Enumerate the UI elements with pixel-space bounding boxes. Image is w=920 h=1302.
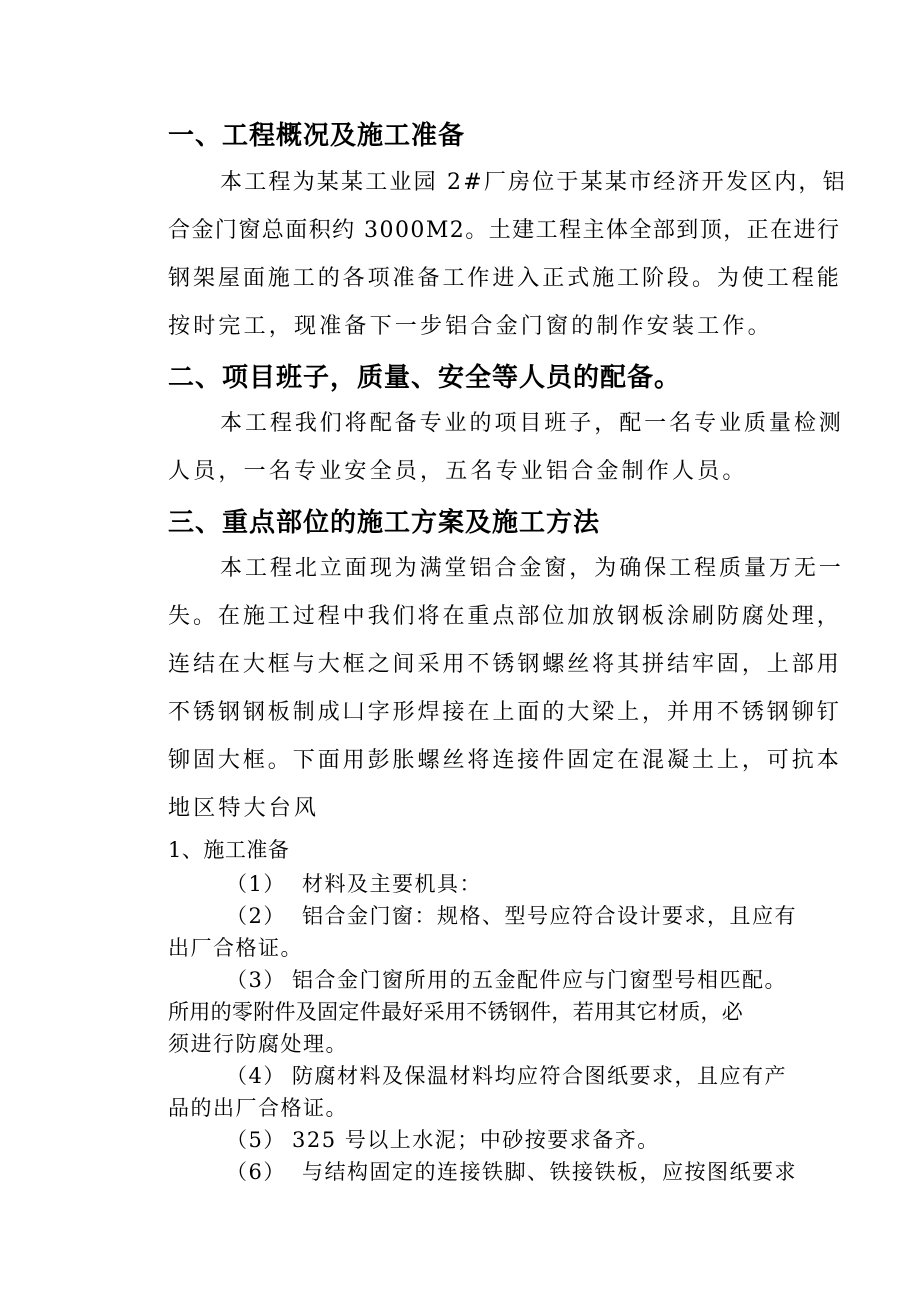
paragraph-line: 钢架屋面施工的各项准备工作进入正式施工阶段。为使工程能: [168, 266, 842, 291]
paragraph-line: 铆固大框。下面用彭胀螺丝将连接件固定在混凝土上，可抗本: [168, 748, 842, 773]
section-heading-1: 一、工程概况及施工准备: [168, 121, 466, 151]
item-number: （4）: [226, 1064, 286, 1088]
paragraph-line: 连结在大框与大框之间采用不锈钢螺丝将其拼结牢固，上部用: [168, 652, 842, 677]
paragraph-line: 合金门窗总面积约 3000M2。土建工程主体全部到顶，正在进行: [168, 218, 841, 243]
paragraph-line: 本工程北立面现为满堂铝合金窗，为确保工程质量万无一: [220, 556, 844, 581]
paragraph-line: 按时完工，现准备下一步铝合金门窗的制作安装工作。: [168, 314, 773, 339]
item-number: （6）: [226, 1160, 286, 1184]
subsection-heading: 1、施工准备: [168, 838, 290, 862]
section-heading-2: 二、项目班子，质量、安全等人员的配备。: [168, 363, 682, 393]
paragraph-line: 人员，一名专业安全员，五名专业铝合金制作人员。: [168, 459, 748, 484]
item-number: （1）: [226, 872, 286, 896]
item-text: 325 号以上水泥；中砂按要求备齐。: [292, 1128, 660, 1152]
item-text: 材料及主要机具：: [302, 872, 482, 896]
item-number: （5）: [226, 1128, 286, 1152]
item-text: 品的出厂合格证。: [168, 1096, 348, 1120]
item-text: 防腐材料及保温材料均应符合图纸要求，且应有产: [292, 1064, 787, 1088]
item-text: 须进行防腐处理。: [168, 1032, 348, 1056]
paragraph-line: 不锈钢钢板制成凵字形焊接在上面的大梁上，并用不锈钢铆钉: [168, 700, 842, 725]
item-number: （3）: [226, 968, 286, 992]
paragraph-line: 失。在施工过程中我们将在重点部位加放钢板涂刷防腐处理，: [168, 604, 842, 629]
paragraph-line: 地区特大台风: [168, 796, 320, 821]
item-text: 出厂合格证。: [168, 936, 303, 960]
item-text: 所用的零附件及固定件最好采用不锈钢件，若用其它材质，必: [168, 1000, 744, 1024]
section-heading-3: 三、重点部位的施工方案及施工方法: [168, 508, 601, 538]
item-text: 铝合金门窗所用的五金配件应与门窗型号相匹配。: [292, 968, 787, 992]
paragraph-line: 本工程我们将配备专业的项目班子，配一名专业质量检测: [220, 411, 844, 436]
item-number: （2）: [226, 904, 286, 928]
paragraph-line: 本工程为某某工业园 2#厂房位于某某市经济开发区内，铝: [220, 170, 847, 195]
item-text: 与结构固定的连接铁脚、铁接铁板，应按图纸要求: [302, 1160, 797, 1184]
item-text: 铝合金门窗：规格、型号应符合设计要求，且应有: [302, 904, 797, 928]
